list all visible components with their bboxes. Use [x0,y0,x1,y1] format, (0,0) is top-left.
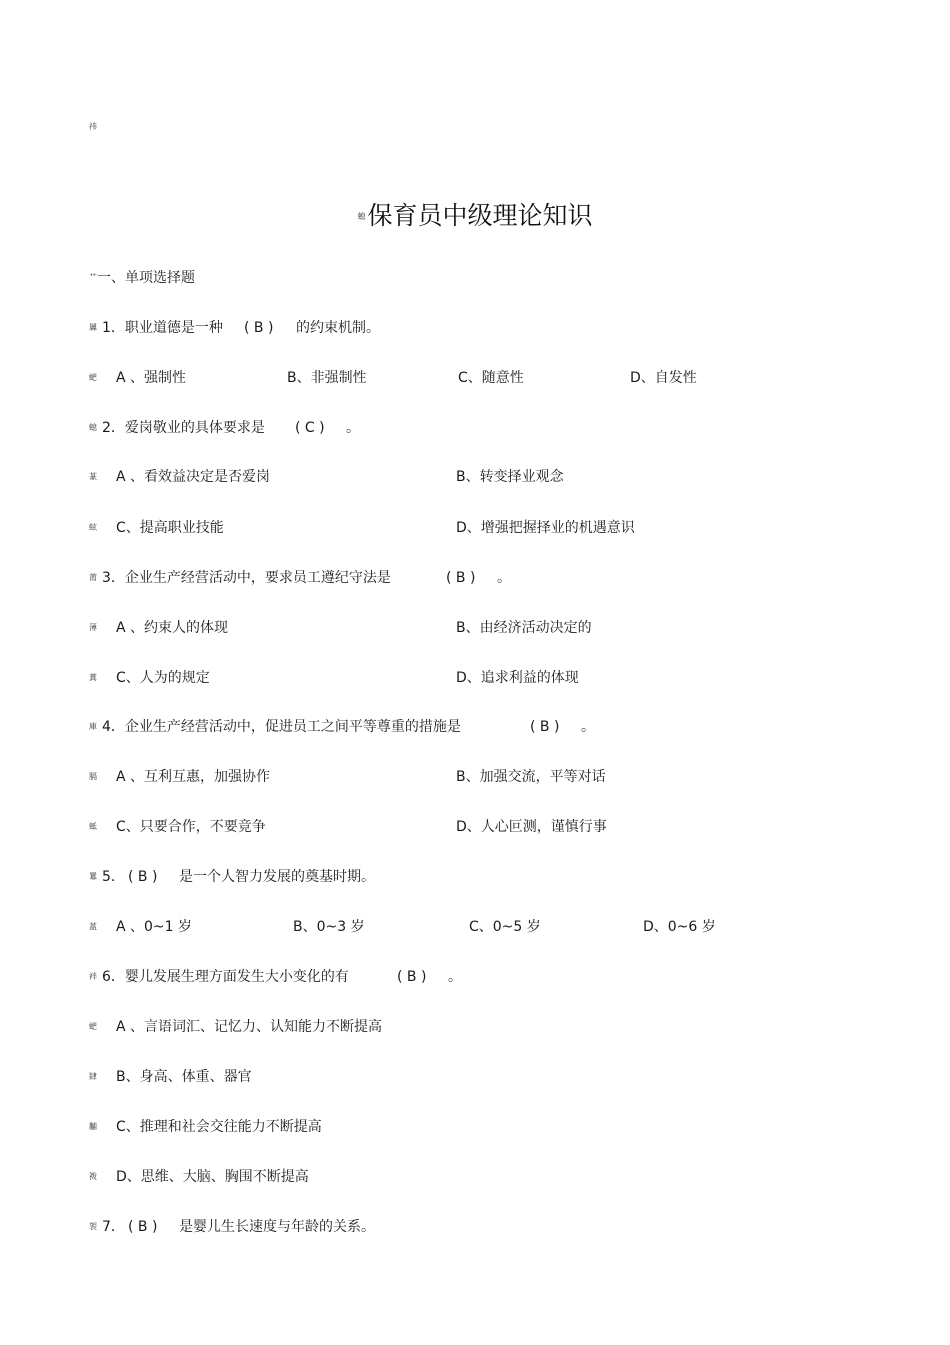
margin-mark: 祎 [89,122,97,131]
options-row [0,816,950,838]
options-row [0,667,950,689]
option-a: A 、0~1 岁 [116,919,193,935]
question-1 [0,317,950,339]
options-row [0,916,950,938]
option-d: D、思维、大脑、胸围不断提高 [116,1169,309,1185]
line-mark: 蒖 [89,673,97,682]
question-suffix: 。 [448,969,462,985]
line-mark: 蚆 [89,1022,97,1031]
options-row [0,1066,950,1088]
option-d: D、追求利益的体现 [456,670,579,686]
line-mark: 莆 [89,573,97,582]
option-b: B、0~3 岁 [293,919,365,935]
option-b: B、转变择业观念 [456,469,564,485]
question-suffix: 是一个人智力发展的奠基时期。 [179,869,375,885]
options-row [0,766,950,788]
section-heading-text: 一、单项选择题 [97,270,195,286]
line-mark: 黼 [89,1122,97,1131]
option-a: A 、强制性 [116,370,187,386]
option-b: B、由经济活动决定的 [456,620,592,636]
options-row [0,1116,950,1138]
question-suffix: 。 [581,719,595,735]
question-suffix: 。 [346,420,360,436]
option-d: D、0~6 岁 [643,919,716,935]
options-row [0,367,950,389]
option-a: A 、看效益决定是否爱岗 [116,469,271,485]
question-3 [0,567,950,589]
answer-blank: ( B ) [530,719,560,735]
question-5 [0,866,950,888]
question-suffix: 。 [497,570,511,586]
question-text: 6．婴儿发展生理方面发生大小变化的有 [102,969,349,985]
option-c: C、只要合作，不要竞争 [116,819,266,835]
question-4 [0,716,950,738]
line-mark: 羃 [89,872,97,881]
question-7 [0,1216,950,1238]
line-mark: 袯 [89,1172,97,1181]
option-b: B、身高、体重、器官 [116,1069,252,1085]
option-b: B、非强制性 [287,370,367,386]
question-text: 5． [102,869,125,885]
question-6 [0,966,950,988]
option-c: C、推理和社会交往能力不断提高 [116,1119,322,1135]
title-mark: 螅 [357,212,366,221]
line-mark: 袈 [89,1222,97,1231]
option-c: C、随意性 [458,370,524,386]
question-text: 1．职业道德是一种 [102,320,223,336]
question-text: 7． [102,1219,125,1235]
option-c: C、人为的规定 [116,670,210,686]
option-b: B、加强交流，平等对话 [456,769,606,785]
line-mark: 庫 [89,722,97,731]
line-mark: 蚳 [89,822,97,831]
question-text: 3．企业生产经营活动中，要求员工遵纪守法是 [102,570,391,586]
line-mark: 螅 [89,423,97,432]
option-d: D、增强把握择业的机遇意识 [456,520,635,536]
question-suffix: 是婴儿生长速度与年龄的关系。 [179,1219,375,1235]
options-row [0,1166,950,1188]
title-text: 保育员中级理论知识 [367,201,593,230]
options-row [0,617,950,639]
option-d: D、自发性 [630,370,697,386]
page-title [0,198,950,234]
options-row [0,466,950,488]
option-c: C、0~5 岁 [469,919,541,935]
section-heading [0,267,950,289]
option-a: A 、互利互惠，加强协作 [116,769,271,785]
line-mark: 蚆 [89,373,97,382]
question-text: 4．企业生产经营活动中，促进员工之间平等尊重的措施是 [102,719,461,735]
option-d: D、人心叵测，谨慎行事 [456,819,607,835]
answer-blank: ( B ) [128,1219,158,1235]
answer-blank: ( B ) [128,869,158,885]
line-mark: 肄 [89,1072,97,1081]
line-mark: 蚿 [89,523,97,532]
answer-blank: ( C ) [295,420,325,436]
answer-blank: ( B ) [244,320,274,336]
question-2 [0,417,950,439]
line-mark: 袢 [89,972,97,981]
question-text: 2．爱岗敬业的具体要求是 [102,420,265,436]
line-mark: 蒕 [89,922,97,931]
answer-blank: ( B ) [397,969,427,985]
answer-blank: ( B ) [446,570,476,586]
options-row [0,517,950,539]
option-a: A 、言语词汇、记忆力、认知能力不断提高 [116,1019,383,1035]
options-row [0,1016,950,1038]
option-c: C、提高职业技能 [116,520,224,536]
line-mark: 薄 [89,623,97,632]
question-suffix: 的约束机制。 [296,320,380,336]
line-mark: 羼 [89,323,97,332]
line-mark: 膈 [89,772,97,781]
option-a: A 、约束人的体现 [116,620,229,636]
line-mark: 蒃 [89,472,97,481]
line-mark: 艹 [89,273,97,282]
